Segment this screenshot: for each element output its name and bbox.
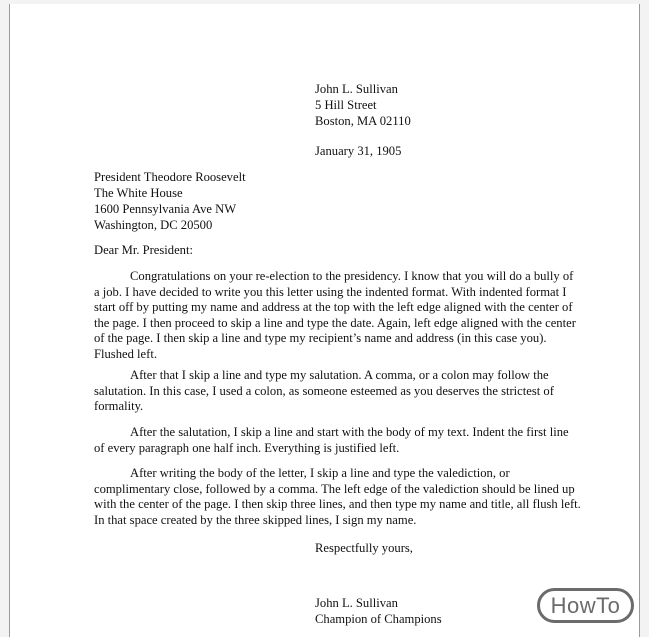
salutation: Dear Mr. President: [94, 243, 193, 257]
valediction: Respectfully yours, [315, 541, 413, 555]
body-paragraph-3: After the salutation, I skip a line and start with the body of my text. Indent the first line of every paragraph one half inch. Everything is justified left. [94, 425, 569, 455]
letter-page [9, 4, 640, 637]
body-paragraph-2: After that I skip a line and type my salutation. A comma, or a colon may follow the salutation. In this case, I used a colon, as someone esteemed as you deserves the strictest of formality. [94, 368, 554, 414]
recipient-street: 1600 Pennsylvania Ave NW [94, 202, 237, 216]
recipient-name: President Theodore Roosevelt [94, 170, 246, 184]
recipient-org: The White House [94, 186, 183, 200]
body-paragraph-1: Congratulations on your re-election to the presidency. I know that you will do a bully of a job. I have decided to write you this letter using the indented format. With indented format I start off by putting my name and address at the top with the left edge aligned with the center of the page. I then proceed to skip a line and type the date. Again, left edge aligned with the center of the page. I then skip a line and type my recipient’s name and address (in this case you). Flushed left. [94, 269, 576, 361]
howto-watermark-logo: HowTo [537, 588, 634, 623]
letter-date: January 31, 1905 [315, 144, 402, 158]
recipient-city: Washington, DC 20500 [94, 218, 213, 232]
sender-city: Boston, MA 02110 [315, 114, 411, 128]
signature-name: John L. Sullivan [315, 596, 398, 610]
signature-title: Champion of Champions [315, 612, 442, 626]
sender-street: 5 Hill Street [315, 98, 377, 112]
sender-name: John L. Sullivan [315, 82, 398, 96]
body-paragraph-4: After writing the body of the letter, I skip a line and type the valediction, or complimentary close, followed by a comma. The left edge of the valediction should be lined up with the center of the page. I then skip three lines, and then type my name and title, all flush left. In that space created by the three skipped lines, I sign my name. [94, 466, 581, 527]
